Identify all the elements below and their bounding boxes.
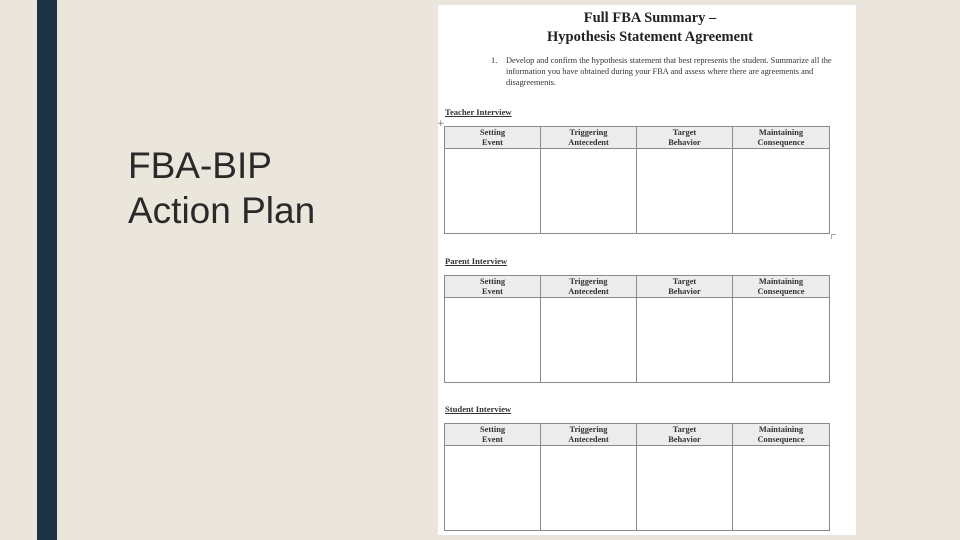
slide-title-line-1: FBA-BIP [128, 145, 272, 186]
instruction-text: Develop and confirm the hypothesis statement that best represents the student. Summarize all the information you have obtained during your FBA and assess where there are agreements and disagreements. [506, 56, 832, 87]
student-target-behavior-cell[interactable] [637, 446, 733, 530]
teacher-target-behavior-cell[interactable] [637, 149, 733, 233]
instruction-item [491, 55, 855, 88]
student-interview-table [444, 423, 830, 531]
student-maintaining-consequence-cell[interactable] [733, 446, 829, 530]
teacher-interview-table [444, 126, 830, 234]
header-target-behavior: Target Behavior [637, 276, 733, 298]
header-setting-event: Setting Event [445, 424, 541, 446]
slide-title [128, 143, 418, 233]
teacher-interview-label: Teacher Interview [445, 107, 512, 117]
parent-interview-table [444, 275, 830, 383]
fba-summary-document [438, 5, 856, 535]
student-interview-label: Student Interview [445, 404, 512, 414]
document-title-line-2: Hypothesis Statement Agreement [547, 29, 753, 45]
left-accent-bar [37, 0, 57, 540]
parent-interview-label: Parent Interview [445, 256, 508, 266]
header-maintaining-consequence: Maintaining Consequence [733, 276, 829, 298]
document-title [438, 9, 862, 47]
header-triggering-antecedent: Triggering Antecedent [541, 424, 637, 446]
slide-title-line-2: Action Plan [128, 190, 316, 231]
teacher-setting-event-cell[interactable] [445, 149, 541, 233]
header-target-behavior: Target Behavior [637, 424, 733, 446]
parent-target-behavior-cell[interactable] [637, 298, 733, 382]
table-resize-mark [831, 234, 836, 239]
teacher-maintaining-consequence-cell[interactable] [733, 149, 829, 233]
header-target-behavior: Target Behavior [637, 127, 733, 149]
instruction-number: 1. [491, 56, 498, 65]
document-title-line-1: Full FBA Summary – [583, 10, 717, 26]
header-maintaining-consequence: Maintaining Consequence [733, 424, 829, 446]
student-triggering-antecedent-cell[interactable] [541, 446, 637, 530]
header-setting-event: Setting Event [445, 276, 541, 298]
header-triggering-antecedent: Triggering Antecedent [541, 276, 637, 298]
header-setting-event: Setting Event [445, 127, 541, 149]
parent-triggering-antecedent-cell[interactable] [541, 298, 637, 382]
header-maintaining-consequence: Maintaining Consequence [733, 127, 829, 149]
student-setting-event-cell[interactable] [445, 446, 541, 530]
parent-setting-event-cell[interactable] [445, 298, 541, 382]
table-move-handle-icon[interactable]: + [437, 119, 445, 129]
parent-maintaining-consequence-cell[interactable] [733, 298, 829, 382]
teacher-triggering-antecedent-cell[interactable] [541, 149, 637, 233]
header-triggering-antecedent: Triggering Antecedent [541, 127, 637, 149]
